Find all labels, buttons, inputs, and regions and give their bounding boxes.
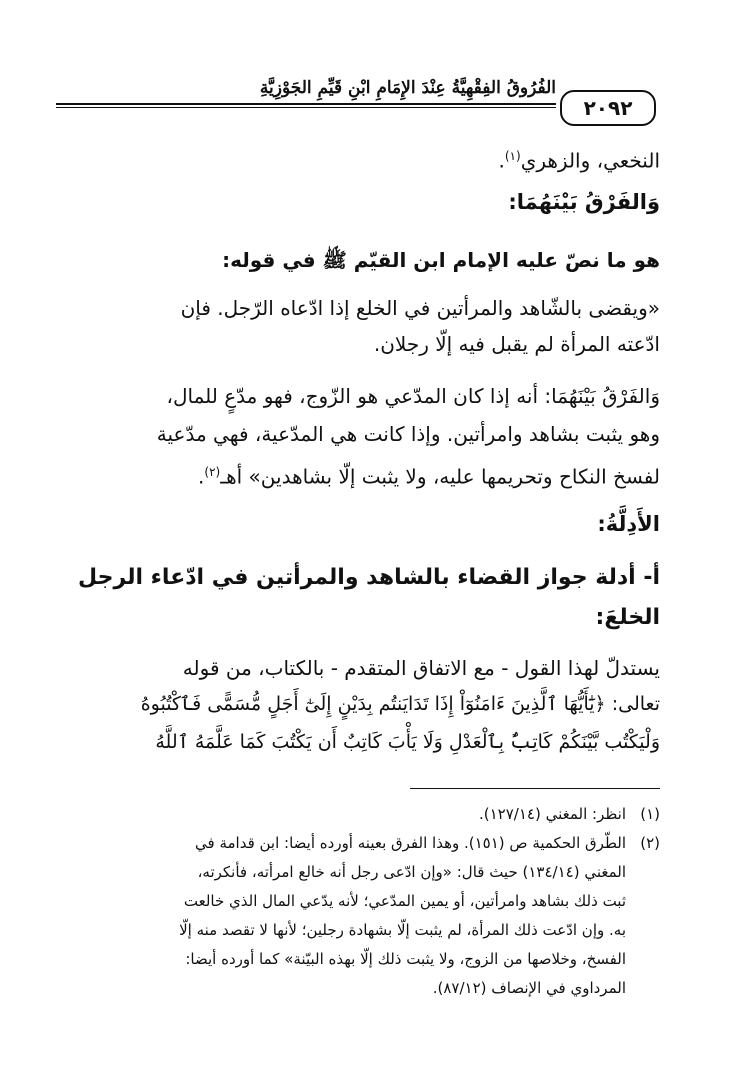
header-rule [56, 103, 556, 105]
section-heading: الخلعَ: [595, 605, 660, 630]
footnote-number: (١) [640, 805, 660, 823]
footnote [60, 800, 660, 829]
section-subheading: وَالفَرْقُ بَيْنَهُمَا: [508, 190, 660, 214]
line-text: النخعي، والزهري [520, 148, 660, 173]
line-text: لفسخ النكاح وتحريمها عليه، ولا يثبت إلّا بشاهدين» أهـ [220, 464, 660, 489]
quote-line: «ويقضى بالشّاهد والمرأتين في الخلع إذا ادّعاه الرّجل. فإن [180, 296, 660, 320]
text-line: هو ما نصّ عليه الإمام ابن القيّم ﷺ في قوله: [222, 248, 660, 272]
footnote-ref: (٢) [204, 465, 221, 479]
footnote-ref: (١) [504, 149, 521, 163]
footnote-text: انظر: المغني (١٢٧/١٤). [478, 805, 626, 823]
text-line: النخعي، والزهري$^{(١)}$. [498, 148, 660, 173]
footnote-continuation: ثبت ذلك بشاهد وامرأتين، أو يمين المدّعي؛ لأنه يدّعي المال الذي خالعت [183, 892, 626, 910]
page-number: ٢٠٩٢ [560, 90, 656, 126]
text-line: يستدلّ لهذا القول - مع الاتفاق المتقدم - بالكتاب، من قوله [182, 656, 660, 680]
page-header [56, 62, 656, 120]
footnote-continuation: المرداوي في الإنصاف (٨٧/١٢). [432, 979, 626, 997]
line-end: . [198, 464, 205, 489]
footnotes [60, 800, 660, 1003]
footnote-continuation: الفسخ، وخلاصها من الزوج، ولا يثبت ذلك إلّا بهذه البيّنة» كما أورده أيضا: [185, 950, 626, 968]
quran-verse-line: وَلْيَكْتُب بَّيْنَكُمْ كَاتِبٌۢ بِٱلْعَدْلِ وَلَا يَأْبَ كَاتِبٌ أَن يَكْتُبَ كَمَا عَلَّمَهُ ٱللَّهُ [155, 731, 660, 753]
footnote-text: الطّرق الحكمية ص (١٥١). وهذا الفرق بعينه أورده أيضا: ابن قدامة في [195, 834, 626, 852]
quran-verse-line: تعالى: ﴿يَٰٓأَيُّهَا ٱلَّذِينَ ءَامَنُوٓاْ إِذَا تَدَايَنتُم بِدَيْنٍ إِلَىٰٓ أَجَلٍ مُّسَمًّى فَٱكْتُبُوهُ [140, 693, 660, 715]
footnote-number: (٢) [640, 834, 660, 852]
evidence-heading: الأَدِلَّةُ: [597, 512, 660, 536]
text-line: وهو يثبت بشاهد وامرأتين. وإذا كانت هي المدّعية، فهي مدّعية [156, 422, 660, 446]
footnote-separator [410, 788, 660, 789]
running-title: الفُرُوقُ الفِقْهِيَّةُ عِنْدَ الإِمَامِ ابْنِ قَيِّمِ الجَوْزِيَّةِ [259, 78, 556, 98]
footnote [60, 829, 660, 858]
footnote-continuation: المغني (١٣٤/١٤) حيث قال: «وإن ادّعى رجل أنه خالع امرأته، فأنكرته، [197, 863, 626, 881]
section-heading: أ- أدلة جواز القضاء بالشاهد والمرأتين في ادّعاء الرجل [78, 565, 660, 590]
footnote-continuation: به. وإن ادّعت ذلك المرأة، لم يثبت إلّا بشهادة رجلين؛ لأنها لا تقصد منه إلّا [179, 921, 626, 939]
text-line: وَالفَرْقُ بَيْنَهُمَا: أنه إذا كان المدّعي هو الزّوج، فهو مدّعٍ للمال، [166, 384, 660, 408]
header-rule-thin [56, 107, 556, 108]
text-line [198, 454, 660, 495]
quote-line: ادّعته المرأة لم يقبل فيه إلّا رجلان. [373, 332, 660, 356]
